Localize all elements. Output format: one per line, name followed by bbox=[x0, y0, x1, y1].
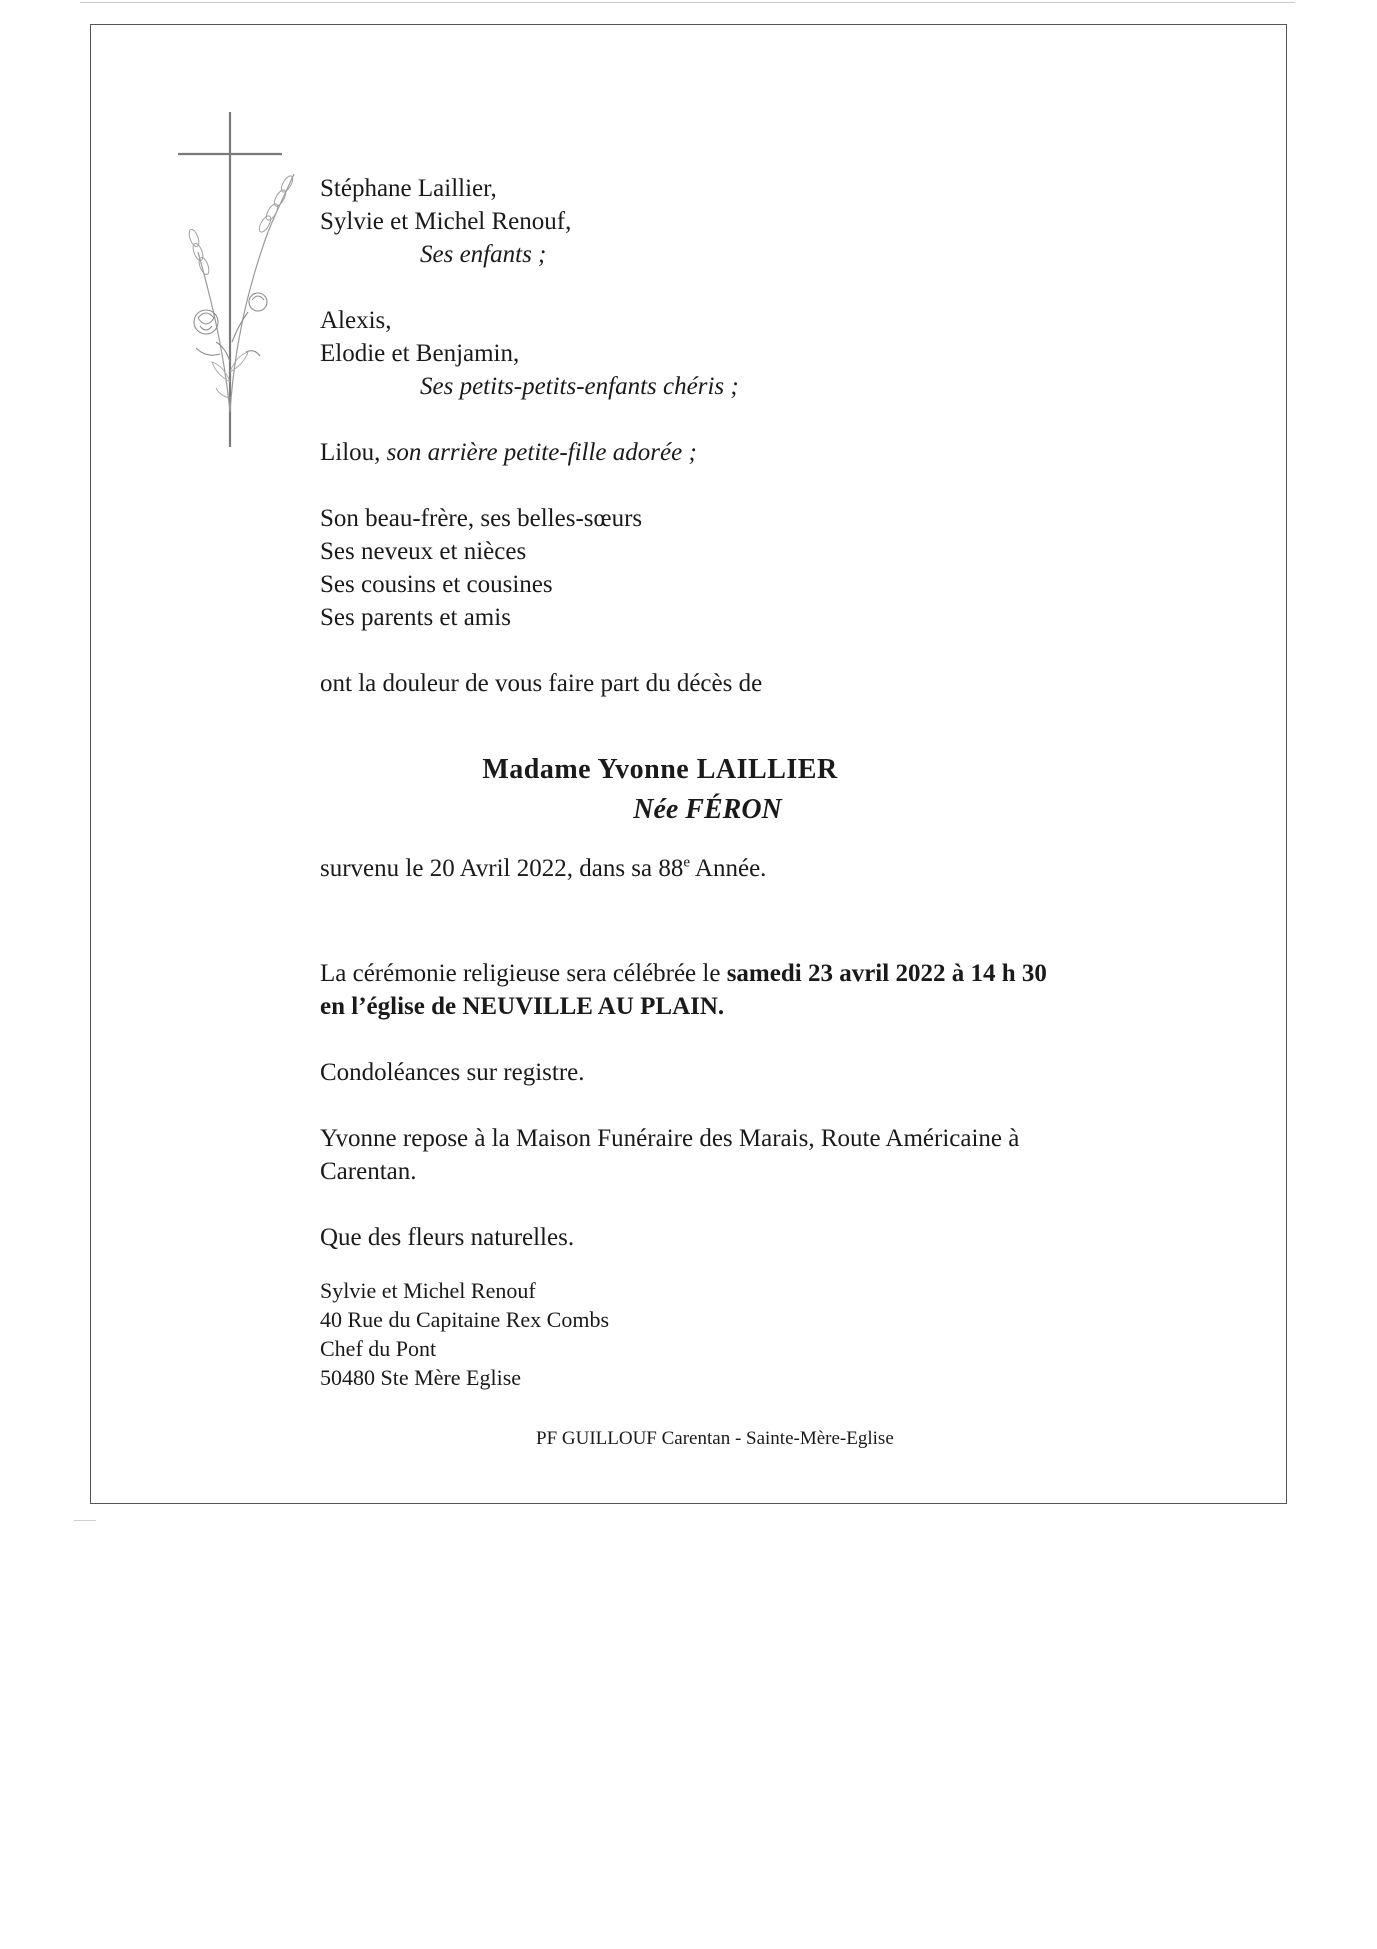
ceremony-place: en l’église de NEUVILLE AU PLAIN. bbox=[320, 993, 725, 1020]
relatives-line: Ses parents et amis bbox=[320, 604, 511, 631]
grandchild-name: Alexis, bbox=[320, 307, 392, 334]
address-line: Chef du Pont bbox=[320, 1336, 437, 1361]
deceased-birth-name: Née FÉRON bbox=[633, 794, 782, 825]
death-info-end: Année. bbox=[690, 855, 767, 882]
great-grandchild-name: Lilou, bbox=[320, 439, 381, 466]
scan-margin-mark bbox=[74, 1520, 96, 1521]
relatives-line: Ses neveux et nièces bbox=[320, 538, 527, 565]
child-name: Stéphane Laillier, bbox=[320, 175, 497, 202]
great-grandchild-line bbox=[320, 436, 1200, 469]
death-info-text: survenu le 20 Avril 2022, dans sa 88 bbox=[320, 855, 684, 882]
children-role: Ses enfants ; bbox=[420, 241, 547, 268]
grandchildren-role: Ses petits-petits-enfants chéris ; bbox=[420, 373, 739, 400]
ceremony-date-time: samedi 23 avril 2022 à 14 h 30 bbox=[726, 960, 1047, 987]
condolences-text: Condoléances sur registre. bbox=[320, 1059, 585, 1086]
address-line: Sylvie et Michel Renouf bbox=[320, 1278, 536, 1303]
deceased-name: Madame Yvonne LAILLIER bbox=[482, 754, 838, 785]
cross-with-wheat-icon bbox=[176, 112, 296, 452]
announcement-text: ont la douleur de vous faire part du décès de bbox=[320, 670, 763, 697]
notice-content bbox=[320, 172, 1200, 1392]
relatives-line: Son beau-frère, ses belles-sœurs bbox=[320, 505, 643, 532]
funeral-home-footer: PF GUILLOUF Carentan - Sainte-Mère-Eglise bbox=[536, 1428, 894, 1449]
great-grandchild-role: son arrière petite-fille adorée ; bbox=[386, 439, 697, 466]
relatives-line: Ses cousins et cousines bbox=[320, 571, 553, 598]
death-info-superscript: e bbox=[683, 854, 691, 871]
ceremony-intro: La cérémonie religieuse sera célébrée le bbox=[320, 960, 727, 987]
scan-edge-line bbox=[80, 2, 1295, 3]
death-info bbox=[320, 852, 1200, 885]
rest-place-line: Yvonne repose à la Maison Funéraire des Marais, Route Américaine à bbox=[320, 1125, 1020, 1152]
address-line: 40 Rue du Capitaine Rex Combs bbox=[320, 1307, 610, 1332]
family-address bbox=[320, 1276, 1200, 1392]
address-line: 50480 Ste Mère Eglise bbox=[320, 1365, 522, 1390]
rest-place-line: Carentan. bbox=[320, 1158, 417, 1185]
child-name: Sylvie et Michel Renouf, bbox=[320, 208, 572, 235]
flowers-text: Que des fleurs naturelles. bbox=[320, 1224, 575, 1251]
deceased-block bbox=[220, 750, 1100, 830]
grandchild-name: Elodie et Benjamin, bbox=[320, 340, 520, 367]
ceremony-line bbox=[320, 957, 1200, 990]
